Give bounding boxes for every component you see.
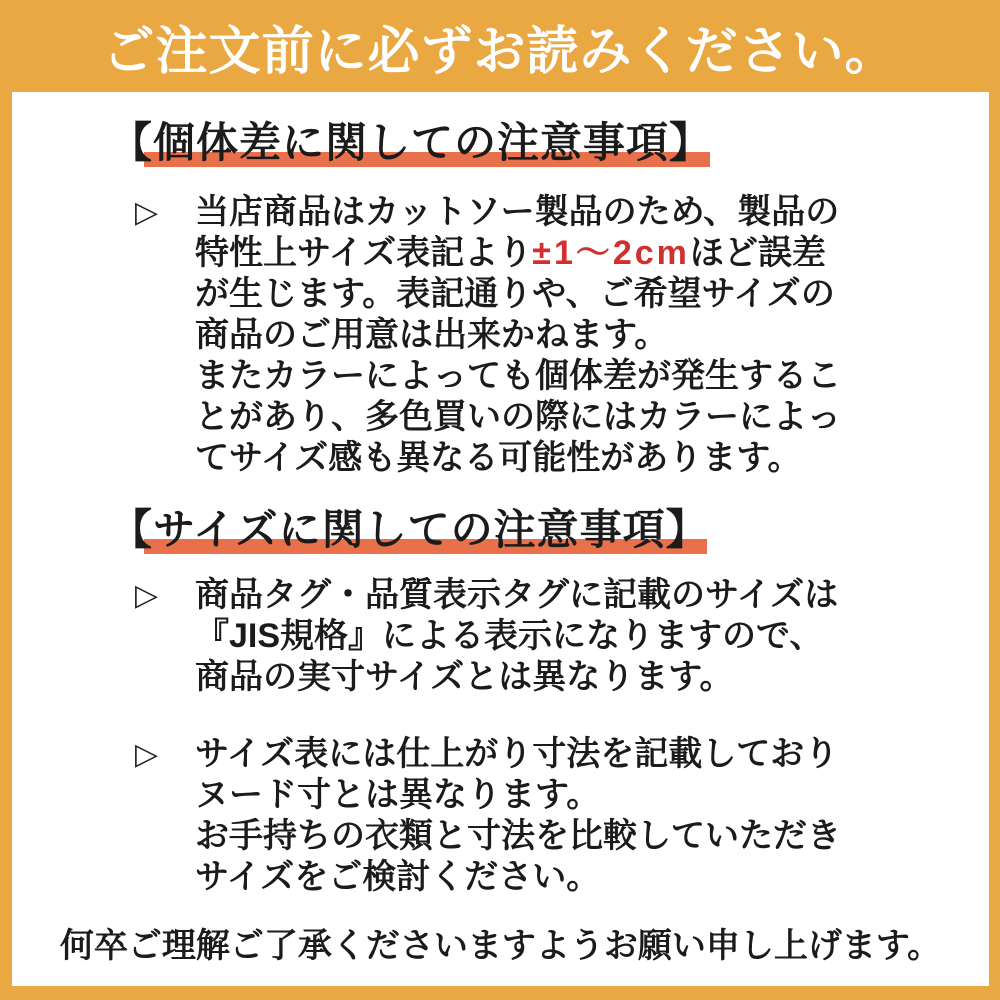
notice-paragraph [135,192,989,479]
section-heading-size [110,503,989,557]
paragraph-line [195,438,989,479]
section-size-paragraphs [135,575,989,898]
paragraph-line [195,192,989,233]
heading-wrap [110,503,709,557]
paragraph-line [195,233,989,274]
text-segment: またカラーによっても個体差が発生するこ [195,357,841,395]
accent-text: ±1〜2cm [532,234,690,272]
footer-note: 何卒ご理解ご了承くださいますようお願い申し上げます。 [59,927,942,965]
paragraph-line [195,816,989,857]
text-segment: 『JIS規格』による表示になりますので、 [195,617,824,655]
section-heading-text: 【個体差に関しての注意事項】 [110,119,713,166]
paragraph-lines [195,192,989,479]
text-segment: サイズ表には仕上がり寸法を記載しており [195,735,839,773]
paragraph-line [195,734,989,775]
text-segment: お手持ちの衣類と寸法を比較していただき [195,817,841,855]
top-banner [0,0,1000,92]
paragraph-line [195,356,989,397]
text-segment: が生じます。表記通りや、ご希望サイズの [195,275,835,313]
paragraph-line [195,616,989,657]
notice-paragraph [135,734,989,898]
text-segment: 特性上サイズ表記より [195,234,533,272]
paragraph-lines [195,734,989,898]
paragraph-line [195,397,989,438]
text-segment: 商品の実寸サイズとは異なります。 [195,658,734,696]
banner-title: ご注文前に必ずお読みください。 [102,22,898,81]
paragraph-line [195,315,989,356]
bullet-triangle-icon: ▷ [135,196,159,229]
paragraph-line [195,575,989,616]
section-heading-text: 【サイズに関しての注意事項】 [110,506,709,553]
text-segment: 商品のご用意は出来かねます。 [195,316,669,354]
paragraph-line [195,775,989,816]
notice-paragraph [135,575,989,698]
bullet-triangle-icon: ▷ [135,738,159,771]
text-segment: てサイズ感も異なる可能性があります。 [195,439,802,477]
heading-wrap [110,116,712,170]
section-heading-individual-differences [110,116,989,170]
paragraph-lines [195,575,989,698]
text-segment: 商品タグ・品質表示タグに記載のサイズは [195,576,839,614]
paragraph-line [195,857,989,898]
text-segment: サイズをご検討ください。 [195,858,601,896]
content-panel [12,92,989,986]
text-segment: ヌード寸とは異なります。 [195,776,601,814]
paragraph-line [195,657,989,698]
text-segment: とがあり、多色買いの際にはカラーによっ [195,398,841,436]
paragraph-line [195,274,989,315]
text-segment: 当店商品はカットソー製品のため、製品の [195,193,840,231]
section-individual-differences-paragraphs [135,192,989,479]
bullet-triangle-icon: ▷ [135,579,159,612]
text-segment: ほど誤差 [689,234,826,272]
